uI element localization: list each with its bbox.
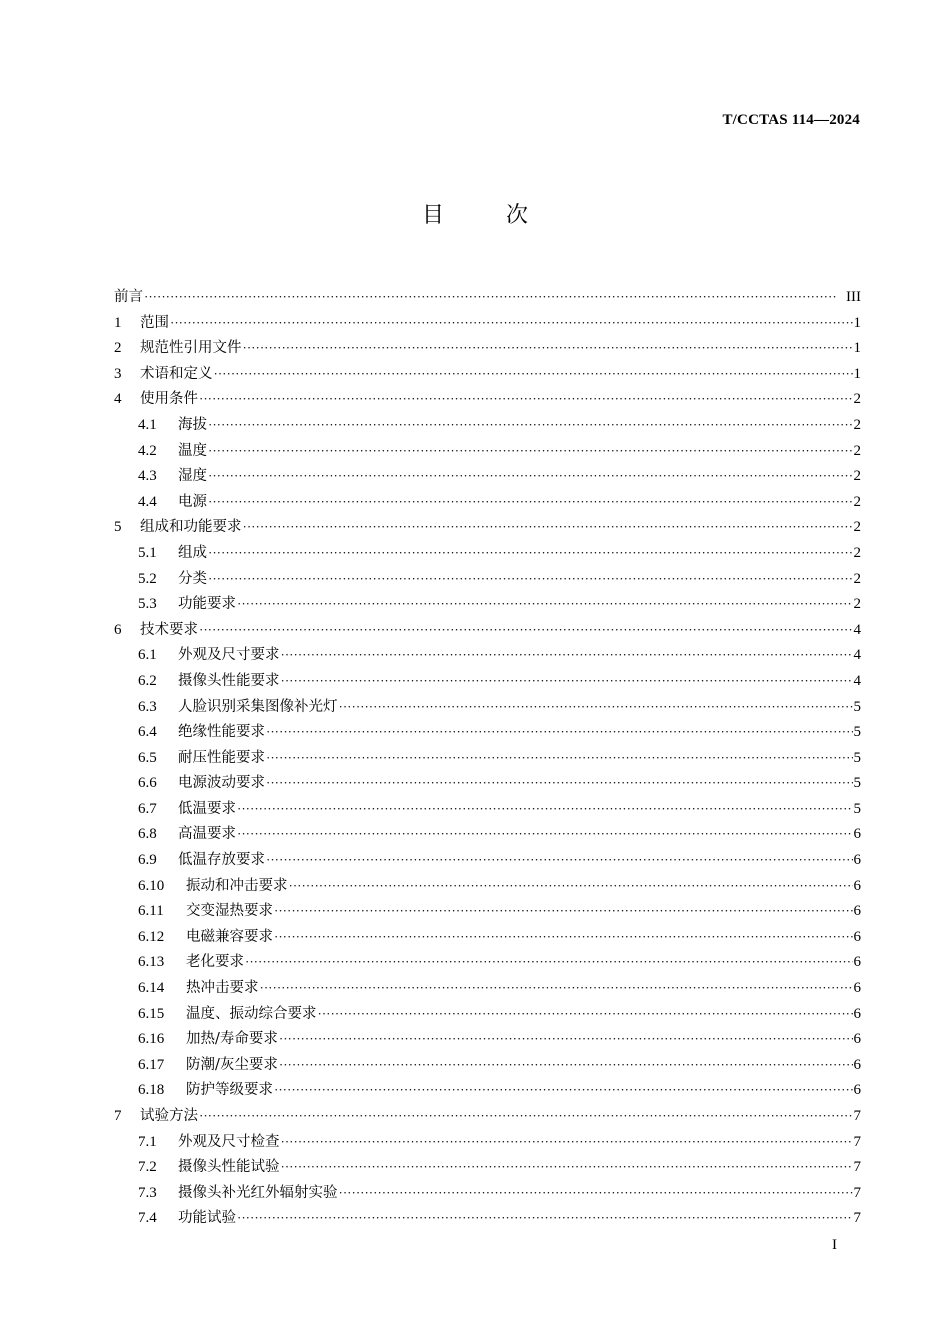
toc-entry-page: 6 (853, 928, 861, 945)
toc-entry[interactable] (114, 694, 861, 720)
toc-entry-label: 组成 (178, 544, 207, 561)
toc-entry-number: 7.1 (138, 1133, 157, 1150)
toc-entry[interactable] (114, 566, 861, 592)
toc-dot-leader (279, 1026, 853, 1052)
toc-entry-label: 摄像头性能要求 (178, 672, 280, 689)
toc-entry-number: 3 (114, 365, 122, 382)
toc-entry-label: 温度、振动综合要求 (186, 1005, 317, 1022)
toc-entry-number: 7 (114, 1108, 122, 1124)
toc-dot-leader (243, 514, 853, 540)
toc-dot-leader (208, 540, 853, 566)
toc-entry-number: 6.13 (138, 954, 165, 971)
toc-entry-label: 术语和定义 (140, 365, 213, 382)
toc-dot-leader (237, 796, 853, 822)
toc-dot-leader (199, 1103, 853, 1129)
toc-entry-page: 6 (853, 1082, 861, 1099)
toc-entry[interactable] (114, 438, 861, 464)
title-char-2: 次 (506, 203, 529, 228)
toc-entry[interactable] (114, 386, 861, 412)
toc-entry[interactable] (114, 361, 861, 387)
toc-entry-page: 7 (853, 1184, 861, 1201)
toc-entry-label: 高温要求 (178, 826, 236, 843)
toc-entry-label: 加热/寿命要求 (186, 1031, 278, 1048)
toc-entry-page: 2 (853, 519, 861, 536)
toc-entry-label: 老化要求 (186, 954, 244, 971)
toc-entry-page: 1 (853, 365, 861, 382)
toc-entry-page: 2 (853, 544, 861, 561)
toc-dot-leader (281, 1129, 853, 1155)
toc-entry-label: 组成和功能要求 (140, 519, 242, 536)
toc-entry[interactable] (114, 310, 861, 336)
toc-entry[interactable] (114, 770, 861, 796)
toc-entry-number: 4.3 (138, 468, 157, 485)
toc-entry-page: 7 (853, 1210, 861, 1227)
toc-entry-number: 5.1 (138, 544, 157, 561)
toc-entry-number: 4 (114, 391, 122, 408)
toc-entry[interactable] (114, 540, 861, 566)
toc-entry[interactable] (114, 796, 861, 822)
toc-entry-page: 5 (853, 800, 861, 817)
toc-entry-number: 6.2 (138, 672, 157, 689)
toc-entry-label: 使用条件 (140, 391, 198, 408)
toc-entry-number: 4.4 (138, 493, 157, 510)
toc-entry-label: 交变湿热要求 (186, 903, 273, 920)
toc-entry[interactable] (114, 1001, 861, 1027)
toc-entry-label: 电源 (178, 493, 207, 510)
toc-entry[interactable] (114, 335, 861, 361)
toc-entry-label: 电磁兼容要求 (186, 928, 273, 945)
toc-entry-number: 6.3 (138, 698, 157, 715)
toc-entry-number: 6.14 (138, 980, 165, 997)
toc-entry[interactable] (114, 1052, 861, 1078)
toc-entry[interactable] (114, 949, 861, 975)
toc-dot-leader (274, 924, 853, 950)
toc-entry-number: 6.12 (138, 928, 165, 945)
toc-entry-page: 4 (853, 672, 861, 689)
toc-entry-label: 外观及尺寸要求 (178, 647, 280, 664)
toc-entry-label: 振动和冲击要求 (186, 877, 288, 894)
toc-entry[interactable] (114, 873, 861, 899)
toc-dot-leader (208, 463, 853, 489)
toc-entry-number: 2 (114, 340, 122, 357)
toc-entry-number: 6.7 (138, 800, 157, 817)
table-of-contents (114, 284, 861, 1231)
toc-dot-leader (237, 591, 853, 617)
toc-entry-label: 功能要求 (178, 596, 236, 613)
toc-dot-leader (199, 386, 853, 412)
toc-entry-page: 6 (853, 1056, 861, 1073)
toc-entry-number: 6.4 (138, 724, 157, 741)
toc-dot-leader (281, 668, 853, 694)
toc-entry-page: 6 (853, 852, 861, 869)
toc-entry-page: 2 (853, 442, 861, 459)
toc-entry[interactable] (114, 591, 861, 617)
toc-entry[interactable] (114, 1205, 861, 1231)
toc-entry-number: 6.10 (138, 877, 165, 894)
toc-entry[interactable] (114, 412, 861, 438)
toc-entry-number: 6 (114, 621, 122, 638)
toc-entry-page: 2 (853, 570, 861, 587)
toc-entry-label: 前言 (114, 289, 143, 305)
toc-dot-leader (214, 361, 853, 387)
toc-dot-leader (266, 770, 853, 796)
toc-entry[interactable] (114, 489, 861, 515)
toc-entry[interactable] (114, 924, 861, 950)
toc-entry-label: 摄像头补光红外辐射实验 (178, 1184, 338, 1201)
toc-entry[interactable] (114, 514, 861, 540)
toc-entry-page: 6 (853, 1031, 861, 1048)
toc-dot-leader (144, 284, 845, 310)
toc-entry-label: 防护等级要求 (186, 1082, 273, 1099)
toc-dot-leader (274, 1077, 853, 1103)
toc-entry[interactable] (114, 1180, 861, 1206)
toc-entry-page: 1 (853, 340, 861, 357)
toc-dot-leader (208, 566, 853, 592)
toc-entry-page: 6 (853, 1005, 861, 1022)
toc-dot-leader (279, 1052, 853, 1078)
toc-entry[interactable] (114, 821, 861, 847)
toc-entry[interactable] (114, 1129, 861, 1155)
toc-dot-leader (266, 745, 853, 771)
toc-entry-number: 5.3 (138, 596, 157, 613)
toc-entry-page: 6 (853, 980, 861, 997)
toc-entry[interactable] (114, 463, 861, 489)
toc-dot-leader (199, 617, 853, 643)
toc-dot-leader (339, 694, 853, 720)
toc-entry[interactable] (114, 1026, 861, 1052)
toc-entry-number: 6.17 (138, 1056, 165, 1073)
toc-entry-number: 5 (114, 519, 122, 536)
toc-entry-number: 6.6 (138, 775, 157, 792)
toc-dot-leader (208, 412, 853, 438)
toc-entry-number: 6.5 (138, 749, 157, 766)
page-number: I (832, 1237, 837, 1253)
toc-entry-number: 6.16 (138, 1031, 165, 1048)
toc-entry-number: 4.2 (138, 442, 157, 459)
toc-entry-number: 6.18 (138, 1082, 165, 1099)
toc-dot-leader (237, 1205, 853, 1231)
toc-entry[interactable] (114, 284, 861, 310)
page-title (0, 198, 950, 229)
toc-entry-label: 规范性引用文件 (140, 340, 242, 357)
toc-entry-page: 6 (853, 826, 861, 843)
toc-entry[interactable] (114, 1077, 861, 1103)
toc-entry-page: 5 (853, 698, 861, 715)
toc-dot-leader (281, 1154, 853, 1180)
toc-entry[interactable] (114, 1154, 861, 1180)
title-char-1: 目 (421, 203, 444, 228)
toc-dot-leader (237, 821, 853, 847)
toc-dot-leader (170, 310, 853, 336)
toc-dot-leader (208, 489, 853, 515)
toc-entry-page: 2 (853, 468, 861, 485)
toc-entry-page: 2 (853, 596, 861, 613)
toc-entry-label: 海拔 (178, 416, 207, 433)
toc-entry-page: 4 (853, 621, 861, 638)
toc-dot-leader (266, 847, 853, 873)
toc-entry[interactable] (114, 617, 861, 643)
toc-entry[interactable] (114, 975, 861, 1001)
toc-entry-label: 温度 (178, 442, 207, 459)
toc-entry-label: 摄像头性能试验 (178, 1159, 280, 1176)
toc-dot-leader (266, 719, 853, 745)
toc-entry-label: 范围 (140, 314, 169, 331)
toc-entry-label: 分类 (178, 570, 207, 587)
toc-entry-label: 技术要求 (140, 621, 198, 638)
toc-entry[interactable] (114, 719, 861, 745)
toc-entry-label: 防潮/灰尘要求 (186, 1056, 278, 1073)
toc-entry-page: 6 (853, 877, 861, 894)
toc-entry[interactable] (114, 745, 861, 771)
toc-entry-number: 5.2 (138, 570, 157, 587)
toc-entry-number: 7.4 (138, 1210, 157, 1227)
toc-entry-page: 1 (853, 314, 861, 331)
toc-entry-label: 外观及尺寸检查 (178, 1133, 280, 1150)
toc-entry-page: 2 (853, 391, 861, 408)
toc-entry-number: 6.9 (138, 852, 157, 869)
toc-entry-page: 6 (853, 954, 861, 971)
toc-entry[interactable] (114, 1103, 861, 1129)
toc-entry-label: 试验方法 (140, 1108, 198, 1124)
toc-entry-page: 7 (853, 1133, 861, 1150)
toc-entry-page: 7 (853, 1159, 861, 1176)
toc-entry-page: 5 (853, 724, 861, 741)
toc-entry[interactable] (114, 642, 861, 668)
toc-entry-number: 6.15 (138, 1005, 165, 1022)
toc-dot-leader (274, 898, 853, 924)
toc-entry-page: 2 (853, 493, 861, 510)
toc-entry-number: 7.2 (138, 1159, 157, 1176)
toc-entry-number: 7.3 (138, 1184, 157, 1201)
toc-entry-page: 5 (853, 749, 861, 766)
toc-entry-label: 人脸识别采集图像补光灯 (178, 698, 338, 715)
toc-entry-label: 低温要求 (178, 800, 236, 817)
toc-entry-number: 6.8 (138, 826, 157, 843)
toc-dot-leader (318, 1001, 853, 1027)
toc-entry-page: 4 (853, 647, 861, 664)
toc-entry-label: 电源波动要求 (178, 775, 265, 792)
toc-entry-label: 热冲击要求 (186, 980, 259, 997)
toc-entry-number: 6.1 (138, 647, 157, 664)
toc-entry-label: 耐压性能要求 (178, 749, 265, 766)
toc-entry[interactable] (114, 847, 861, 873)
toc-entry[interactable] (114, 898, 861, 924)
toc-entry[interactable] (114, 668, 861, 694)
toc-dot-leader (208, 438, 853, 464)
toc-entry-label: 功能试验 (178, 1210, 236, 1227)
toc-entry-label: 绝缘性能要求 (178, 724, 265, 741)
toc-dot-leader (289, 873, 853, 899)
toc-entry-page: 7 (853, 1108, 861, 1124)
toc-entry-page: 6 (853, 903, 861, 920)
toc-entry-page: III (846, 289, 861, 305)
toc-dot-leader (281, 642, 853, 668)
toc-dot-leader (245, 949, 853, 975)
toc-entry-page: 2 (853, 416, 861, 433)
toc-entry-label: 湿度 (178, 468, 207, 485)
toc-entry-number: 4.1 (138, 416, 157, 433)
toc-dot-leader (339, 1180, 853, 1206)
toc-dot-leader (260, 975, 853, 1001)
standard-code: T/CCTAS 114—2024 (722, 112, 860, 128)
toc-entry-page: 5 (853, 775, 861, 792)
toc-entry-number: 1 (114, 314, 122, 331)
toc-dot-leader (243, 335, 853, 361)
toc-entry-label: 低温存放要求 (178, 852, 265, 869)
toc-entry-number: 6.11 (138, 903, 164, 920)
